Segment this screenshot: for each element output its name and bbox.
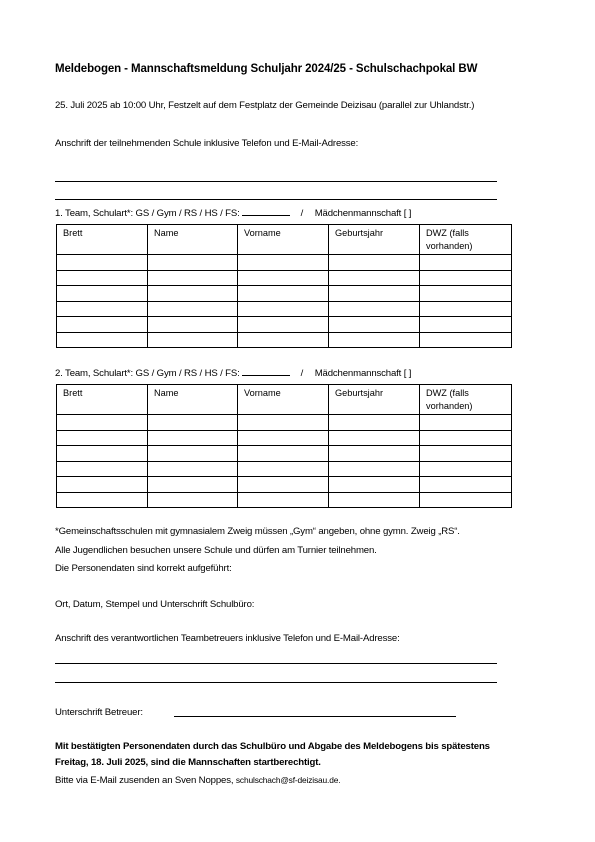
table-cell[interactable] bbox=[57, 332, 148, 348]
table-cell[interactable] bbox=[420, 286, 512, 302]
closing-send-text: Bitte via E-Mail zusenden an Sven Noppes, bbox=[55, 775, 234, 786]
table-cell[interactable] bbox=[329, 446, 420, 462]
table-row bbox=[57, 461, 512, 477]
table-cell[interactable] bbox=[238, 332, 329, 348]
table-cell[interactable] bbox=[238, 430, 329, 446]
confirmation-line-2: Die Personendaten sind korrekt aufgeführt: bbox=[55, 563, 232, 574]
table-row bbox=[57, 415, 512, 431]
team1-separator: / bbox=[300, 208, 304, 219]
table-row bbox=[57, 446, 512, 462]
table-cell[interactable] bbox=[148, 430, 238, 446]
table-cell[interactable] bbox=[57, 461, 148, 477]
table-cell[interactable] bbox=[148, 317, 238, 333]
table-cell[interactable] bbox=[57, 301, 148, 317]
table-cell[interactable] bbox=[148, 492, 238, 508]
team2-girls-team-checkbox[interactable]: Mädchenmannschaft [ ] bbox=[314, 368, 412, 379]
table-cell[interactable] bbox=[57, 270, 148, 286]
table-row bbox=[57, 270, 512, 286]
table-cell[interactable] bbox=[238, 301, 329, 317]
table-cell[interactable] bbox=[57, 286, 148, 302]
closing-send-line bbox=[55, 775, 340, 786]
col-header-geburtsjahr: Geburtsjahr bbox=[329, 385, 420, 415]
supervisor-signature-line[interactable] bbox=[174, 716, 456, 717]
table-cell[interactable] bbox=[329, 430, 420, 446]
table-cell[interactable] bbox=[329, 317, 420, 333]
school-address-line-2[interactable] bbox=[55, 199, 497, 200]
team1-school-type-field[interactable] bbox=[242, 215, 290, 216]
team1-table-header-row bbox=[57, 225, 512, 255]
footnote: *Gemeinschaftsschulen mit gymnasialem Zweig müssen „Gym“ angeben, ohne gymn. Zweig „RS“. bbox=[55, 526, 460, 537]
table-cell[interactable] bbox=[238, 446, 329, 462]
table-cell[interactable] bbox=[238, 255, 329, 271]
col-header-brett: Brett bbox=[57, 385, 148, 415]
table-cell[interactable] bbox=[148, 332, 238, 348]
table-cell[interactable] bbox=[57, 415, 148, 431]
table-row bbox=[57, 255, 512, 271]
table-cell[interactable] bbox=[238, 492, 329, 508]
table-cell[interactable] bbox=[148, 286, 238, 302]
event-line: 25. Juli 2025 ab 10:00 Uhr, Festzelt auf dem Festplatz der Gemeinde Deizisau (parallel zur Uhlandstr.) bbox=[55, 100, 475, 111]
table-cell[interactable] bbox=[329, 301, 420, 317]
table-cell[interactable] bbox=[420, 301, 512, 317]
table-cell[interactable] bbox=[329, 461, 420, 477]
table-cell[interactable] bbox=[329, 492, 420, 508]
table-row bbox=[57, 301, 512, 317]
table-cell[interactable] bbox=[148, 461, 238, 477]
col-header-geburtsjahr: Geburtsjahr bbox=[329, 225, 420, 255]
col-header-vorname: Vorname bbox=[238, 385, 329, 415]
team2-separator: / bbox=[300, 368, 304, 379]
supervisor-address-line-2[interactable] bbox=[55, 682, 497, 683]
table-cell[interactable] bbox=[420, 415, 512, 431]
contact-email[interactable]: schulschach@sf-deizisau.de. bbox=[235, 775, 341, 785]
team1-table bbox=[56, 224, 512, 348]
table-row bbox=[57, 317, 512, 333]
closing-notice-line-1: Mit bestätigten Personendaten durch das Schulbüro und Abgabe des Meldebogens bis spätestens bbox=[55, 741, 490, 752]
school-address-label: Anschrift der teilnehmenden Schule inklusive Telefon und E-Mail-Adresse: bbox=[55, 138, 359, 149]
table-cell[interactable] bbox=[420, 270, 512, 286]
table-cell[interactable] bbox=[148, 415, 238, 431]
table-cell[interactable] bbox=[57, 492, 148, 508]
table-cell[interactable] bbox=[420, 477, 512, 493]
team2-label: 2. Team, Schulart*: GS / Gym / RS / HS / FS: bbox=[55, 368, 240, 379]
table-cell[interactable] bbox=[238, 286, 329, 302]
table-cell[interactable] bbox=[329, 415, 420, 431]
table-cell[interactable] bbox=[329, 270, 420, 286]
table-cell[interactable] bbox=[329, 332, 420, 348]
table-cell[interactable] bbox=[238, 415, 329, 431]
supervisor-address-line-1[interactable] bbox=[55, 663, 497, 664]
closing-notice-line-2: Freitag, 18. Juli 2025, sind die Mannschaften startberechtigt. bbox=[55, 757, 321, 768]
table-cell[interactable] bbox=[420, 317, 512, 333]
table-cell[interactable] bbox=[148, 446, 238, 462]
col-header-dwz: DWZ (falls vorhanden) bbox=[420, 385, 512, 415]
supervisor-address-label: Anschrift des verantwortlichen Teambetreuers inklusive Telefon und E-Mail-Adresse: bbox=[55, 633, 400, 644]
confirmation-line-1: Alle Jugendlichen besuchen unsere Schule und dürfen am Turnier teilnehmen. bbox=[55, 545, 377, 556]
table-cell[interactable] bbox=[420, 255, 512, 271]
col-header-brett: Brett bbox=[57, 225, 148, 255]
table-cell[interactable] bbox=[420, 492, 512, 508]
table-cell[interactable] bbox=[148, 270, 238, 286]
team1-girls-team-checkbox[interactable]: Mädchenmannschaft [ ] bbox=[314, 208, 412, 219]
table-cell[interactable] bbox=[238, 461, 329, 477]
table-cell[interactable] bbox=[329, 477, 420, 493]
table-row bbox=[57, 492, 512, 508]
team2-header bbox=[55, 368, 411, 379]
table-cell[interactable] bbox=[420, 446, 512, 462]
col-header-name: Name bbox=[148, 385, 238, 415]
table-cell[interactable] bbox=[238, 317, 329, 333]
table-cell[interactable] bbox=[420, 461, 512, 477]
table-cell[interactable] bbox=[57, 430, 148, 446]
table-cell[interactable] bbox=[329, 286, 420, 302]
table-cell[interactable] bbox=[148, 477, 238, 493]
table-cell[interactable] bbox=[57, 446, 148, 462]
table-cell[interactable] bbox=[420, 332, 512, 348]
table-cell[interactable] bbox=[420, 430, 512, 446]
table-cell[interactable] bbox=[329, 255, 420, 271]
team2-table-header-row bbox=[57, 385, 512, 415]
table-cell[interactable] bbox=[57, 317, 148, 333]
table-cell[interactable] bbox=[57, 255, 148, 271]
col-header-dwz: DWZ (falls vorhanden) bbox=[420, 225, 512, 255]
table-cell[interactable] bbox=[238, 270, 329, 286]
table-cell[interactable] bbox=[148, 301, 238, 317]
table-row bbox=[57, 430, 512, 446]
team1-header bbox=[55, 208, 411, 219]
team2-table bbox=[56, 384, 512, 508]
table-cell[interactable] bbox=[57, 477, 148, 493]
table-cell[interactable] bbox=[238, 477, 329, 493]
school-signature-label: Ort, Datum, Stempel und Unterschrift Schulbüro: bbox=[55, 599, 255, 610]
document-title: Meldebogen - Mannschaftsmeldung Schuljahr 2024/25 - Schulschachpokal BW bbox=[55, 63, 478, 75]
table-cell[interactable] bbox=[148, 255, 238, 271]
table-row bbox=[57, 286, 512, 302]
col-header-name: Name bbox=[148, 225, 238, 255]
team1-label: 1. Team, Schulart*: GS / Gym / RS / HS / FS: bbox=[55, 208, 240, 219]
table-row bbox=[57, 477, 512, 493]
school-address-line-1[interactable] bbox=[55, 181, 497, 182]
supervisor-signature-label: Unterschrift Betreuer: bbox=[55, 707, 143, 718]
team2-school-type-field[interactable] bbox=[242, 375, 290, 376]
table-row bbox=[57, 332, 512, 348]
col-header-vorname: Vorname bbox=[238, 225, 329, 255]
